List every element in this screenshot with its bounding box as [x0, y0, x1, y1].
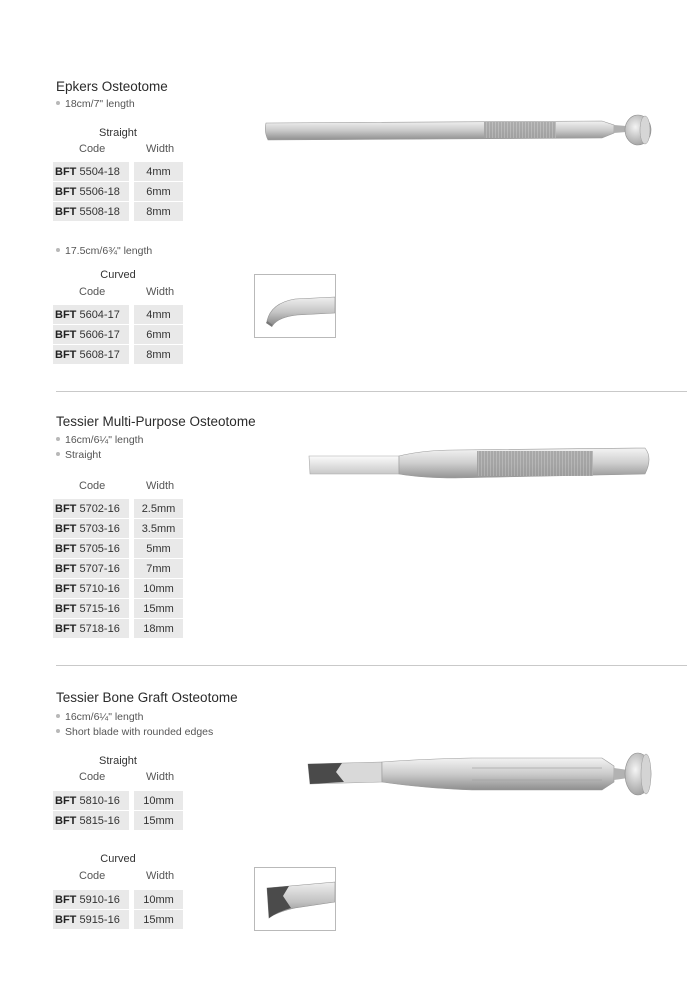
code-cell: BFT 5910-16 — [53, 890, 129, 910]
epkers-straight-osteotome-icon — [262, 112, 658, 158]
section-divider — [56, 391, 687, 392]
table-row — [53, 499, 184, 519]
column-header-width: Width — [146, 480, 175, 492]
width-cell: 10mm — [134, 579, 183, 599]
width-cell: 2.5mm — [134, 499, 183, 519]
table-row — [53, 325, 184, 345]
code-cell: BFT 5606-17 — [53, 325, 129, 345]
curved-tip-detail — [254, 274, 336, 338]
tessier-bone-graft-osteotome-icon — [302, 748, 662, 808]
column-header-code: Code — [79, 143, 106, 155]
code-cell: BFT 5710-16 — [53, 579, 129, 599]
column-header-code: Code — [79, 771, 106, 783]
column-header-width: Width — [146, 286, 175, 298]
width-cell: 15mm — [134, 599, 183, 619]
code-cell: BFT 5506-18 — [53, 182, 129, 202]
spec-blade: Short blade with rounded edges — [56, 726, 213, 738]
tessier-multipurpose-osteotome-icon — [305, 444, 655, 484]
product-table — [53, 305, 184, 365]
table-row — [53, 811, 184, 831]
table-row — [53, 305, 184, 325]
column-header-width: Width — [146, 870, 175, 882]
variant-label-straight: Straight — [99, 755, 137, 767]
code-cell: BFT 5718-16 — [53, 619, 129, 639]
column-header-code: Code — [79, 480, 106, 492]
code-cell: BFT 5705-16 — [53, 539, 129, 559]
table-row — [53, 791, 184, 811]
table-row — [53, 910, 184, 930]
product-table — [53, 791, 184, 831]
width-cell: 10mm — [134, 890, 183, 910]
table-row — [53, 519, 184, 539]
code-cell: BFT 5508-18 — [53, 202, 129, 222]
width-cell: 6mm — [134, 325, 183, 345]
width-cell: 5mm — [134, 539, 183, 559]
product-table — [53, 890, 184, 930]
code-cell: BFT 5504-18 — [53, 162, 129, 182]
spec-length: 16cm/6¼" length — [56, 711, 143, 723]
bone-graft-curved-tip-detail-icon — [255, 868, 335, 930]
spec-length: 17.5cm/6¾" length — [56, 245, 152, 257]
table-row — [53, 559, 184, 579]
width-cell: 4mm — [134, 162, 183, 182]
width-cell: 6mm — [134, 182, 183, 202]
section-title-tessier-multipurpose: Tessier Multi-Purpose Osteotome — [56, 414, 256, 429]
table-row — [53, 579, 184, 599]
width-cell: 8mm — [134, 345, 183, 365]
table-row — [53, 539, 184, 559]
spec-length: 18cm/7" length — [56, 98, 135, 110]
code-cell: BFT 5604-17 — [53, 305, 129, 325]
section-title-tessier-bone-graft: Tessier Bone Graft Osteotome — [56, 690, 238, 705]
width-cell: 4mm — [134, 305, 183, 325]
variant-label-straight: Straight — [99, 127, 137, 139]
table-row — [53, 202, 184, 222]
column-header-code: Code — [79, 286, 106, 298]
section-title-epkers: Epkers Osteotome — [56, 79, 168, 94]
table-row — [53, 345, 184, 365]
width-cell: 8mm — [134, 202, 183, 222]
column-header-width: Width — [146, 143, 175, 155]
width-cell: 18mm — [134, 619, 183, 639]
product-table — [53, 499, 184, 639]
code-cell: BFT 5703-16 — [53, 519, 129, 539]
variant-label-curved: Curved — [100, 269, 136, 281]
table-row — [53, 162, 184, 182]
code-cell: BFT 5715-16 — [53, 599, 129, 619]
code-cell: BFT 5915-16 — [53, 910, 129, 930]
bone-graft-curved-tip-detail — [254, 867, 336, 931]
table-row — [53, 182, 184, 202]
code-cell: BFT 5608-17 — [53, 345, 129, 365]
width-cell: 10mm — [134, 791, 183, 811]
epkers-curved-tip-detail-icon — [255, 275, 335, 337]
code-cell: BFT 5810-16 — [53, 791, 129, 811]
table-row — [53, 890, 184, 910]
width-cell: 3.5mm — [134, 519, 183, 539]
spec-length: 16cm/6¼" length — [56, 434, 143, 446]
width-cell: 15mm — [134, 910, 183, 930]
column-header-width: Width — [146, 771, 175, 783]
table-row — [53, 599, 184, 619]
width-cell: 7mm — [134, 559, 183, 579]
code-cell: BFT 5707-16 — [53, 559, 129, 579]
width-cell: 15mm — [134, 811, 183, 831]
spec-type: Straight — [56, 449, 101, 461]
product-table — [53, 162, 184, 222]
code-cell: BFT 5702-16 — [53, 499, 129, 519]
section-divider — [56, 665, 687, 666]
code-cell: BFT 5815-16 — [53, 811, 129, 831]
variant-label-curved: Curved — [100, 853, 136, 865]
column-header-code: Code — [79, 870, 106, 882]
table-row — [53, 619, 184, 639]
